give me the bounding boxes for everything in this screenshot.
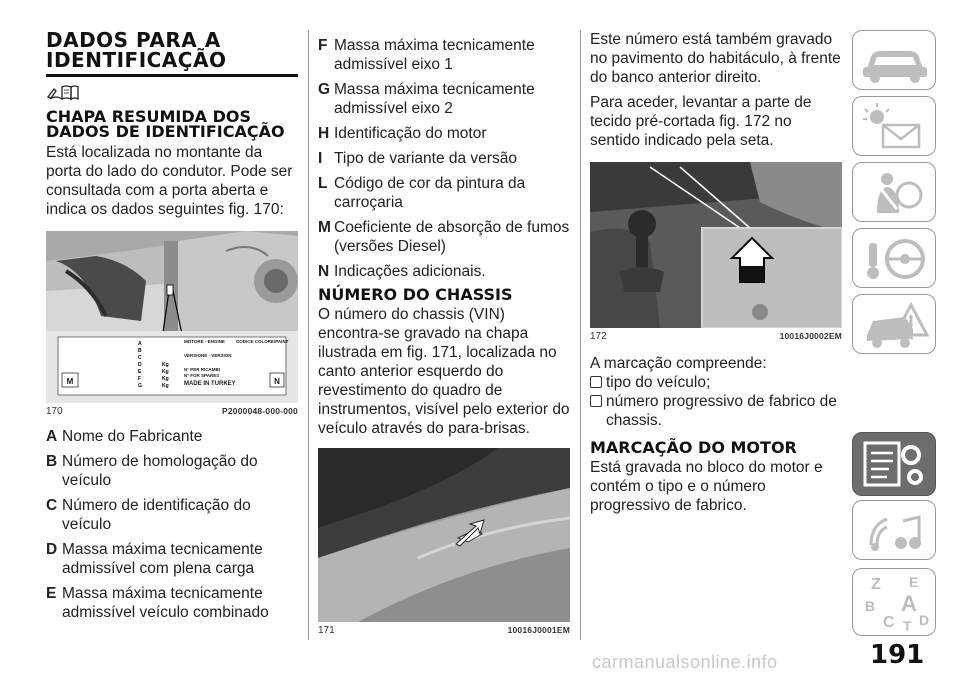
marking-bullet-list xyxy=(590,373,842,430)
alphabet-index-icon xyxy=(853,569,937,637)
text-access-instructions: Para aceder, levantar a parte de tecido pré-cortada fig. 172 no sentido indicado pela seta. xyxy=(590,94,812,149)
section-heading-engine: MARCAÇÃO DO MOTOR xyxy=(590,438,797,457)
plate-row-letter: E xyxy=(138,369,142,375)
legend-text: Massa máxima tecnicamente admissível eixo 1 xyxy=(334,37,535,73)
legend-text: Identificação do motor xyxy=(334,125,487,142)
legend-text: Massa máxima tecnicamente admissível eixo 2 xyxy=(334,81,535,117)
figure-170-caption xyxy=(46,405,298,419)
bullet-text: número progressivo de fabrico de chassis. xyxy=(606,393,837,429)
plate-row-letter: B xyxy=(138,348,142,354)
index-letter: E xyxy=(909,574,919,590)
key-steering-wheel-icon xyxy=(853,229,937,289)
legend-item xyxy=(46,452,298,490)
legend-letter: H xyxy=(318,125,330,142)
legend-item xyxy=(318,80,570,118)
watermark: carmanualsonline.info xyxy=(592,652,778,672)
legend-text: Coeficiente de absorção de fumos (versões Diesel) xyxy=(334,219,570,255)
text-floor-engraving: Este número está também gravado no pavimento do habitáculo, à frente do banco anterior direito. xyxy=(590,31,841,86)
legend-letter: I xyxy=(318,150,323,167)
plate-row-unit: Kg xyxy=(162,383,169,389)
legend-letter: G xyxy=(318,81,331,98)
column-divider-2 xyxy=(580,30,581,640)
tab-warning-lights[interactable] xyxy=(852,96,936,156)
legend-item xyxy=(318,149,570,168)
column-1 xyxy=(46,30,298,628)
figure-171-number: 171 xyxy=(318,625,335,636)
warning-light-envelope-icon xyxy=(853,97,937,157)
seatbelt-airbag-icon xyxy=(853,163,937,223)
column-2 xyxy=(318,30,570,644)
column-divider-1 xyxy=(308,30,309,640)
legend-letter: A xyxy=(46,428,58,445)
legend-letter: N xyxy=(318,263,330,280)
legend-text: Massa máxima tecnicamente admissível veículo combinado xyxy=(62,585,269,621)
legend-item xyxy=(318,218,570,256)
figure-170-number: 170 xyxy=(46,406,63,417)
legend-item xyxy=(46,427,298,446)
figure-172-number: 172 xyxy=(590,331,607,342)
figure-171-code: 10016J0001EM xyxy=(507,625,570,635)
checkbox-bullet-icon xyxy=(590,395,602,407)
index-letter: T xyxy=(903,618,912,634)
plate-row-unit: Kg xyxy=(162,362,169,368)
plate-row-letter: F xyxy=(138,376,142,382)
plate-row-unit: Kg xyxy=(162,376,169,382)
document-gear-icon xyxy=(853,433,937,497)
figure-172-image xyxy=(590,162,842,328)
checkbox-bullet-icon xyxy=(590,376,602,388)
section-heading-plate: CHAPA RESUMIDA DOS DADOS DE IDENTIFICAÇÃO xyxy=(46,107,285,141)
media-music-icon xyxy=(853,501,937,561)
figure-171-image xyxy=(318,448,570,622)
legend-item xyxy=(46,540,298,578)
page-number: 191 xyxy=(870,640,925,670)
plate-row-letter: C xyxy=(138,355,142,361)
index-letter: B xyxy=(865,598,876,614)
figure-170-image xyxy=(46,231,298,403)
plate-box-m: M xyxy=(66,377,74,386)
figure-172-caption xyxy=(590,330,842,344)
section-text-chassis: O número do chassis (VIN) encontra-se gravado na chapa ilustrada em fig. 171, localizada no canto anterior esquerdo do revestimento do quadro de instrumentos, visível pelo exterior do veículo através do para-brisas. xyxy=(318,306,570,437)
bullet-text: tipo do veículo; xyxy=(606,374,711,391)
legend-item xyxy=(46,496,298,534)
tab-technical-data[interactable] xyxy=(852,432,936,496)
legend-item xyxy=(318,262,570,281)
index-letter: D xyxy=(919,612,930,628)
title-rule xyxy=(46,74,298,77)
tab-index[interactable] xyxy=(852,568,936,636)
breakdown-icon xyxy=(853,295,937,355)
legend-letter: B xyxy=(46,453,58,470)
figure-172 xyxy=(590,162,842,348)
tab-safety[interactable] xyxy=(852,162,936,222)
plate-row-letter: A xyxy=(138,341,142,347)
plate-motore-label: MOTORE - ENGINE xyxy=(184,339,225,344)
legend-letter: E xyxy=(46,585,57,602)
car-icon xyxy=(853,31,937,91)
page-title: DADOS PARA A IDENTIFICAÇÃO xyxy=(46,28,227,72)
column-3 xyxy=(590,30,842,515)
section-text-plate: Está localizada no montante da porta do lado do condutor. Pode ser consultada com a porta aberta e indica os dados seguintes fig. 170: xyxy=(46,144,293,218)
plate-versione-label: VERSIONE - VERSION xyxy=(184,353,232,358)
legend-text: Massa máxima tecnicamente admissível com plena carga xyxy=(62,541,263,577)
figure-172-code: 10016J0002EM xyxy=(779,331,842,341)
bullet-item xyxy=(590,373,842,392)
legend-text: Tipo de variante da versão xyxy=(334,150,517,167)
plate-row-letter: G xyxy=(138,383,142,389)
plate-spares-label: N° FOR SPARES xyxy=(184,373,220,378)
legend-list-2 xyxy=(318,36,570,281)
legend-text: Nome do Fabricante xyxy=(62,428,203,445)
legend-text: Indicações adicionais. xyxy=(334,263,486,280)
legend-letter: M xyxy=(318,219,331,236)
plate-made-in: MADE IN TURKEY xyxy=(184,381,236,387)
bullet-item xyxy=(590,392,842,430)
index-letter: C xyxy=(883,614,895,631)
figure-170 xyxy=(46,231,298,421)
legend-text: Número de homologação do veículo xyxy=(62,453,258,489)
section-heading-chassis: NÚMERO DO CHASSIS xyxy=(318,285,513,304)
text-marking-includes: A marcação compreende: xyxy=(590,355,767,372)
plate-box-n: N xyxy=(274,377,280,386)
tab-starting-driving[interactable] xyxy=(852,228,936,288)
tab-multimedia[interactable] xyxy=(852,500,936,560)
book-icon xyxy=(46,83,298,103)
legend-list-1 xyxy=(46,427,298,622)
plate-ricambi-label: N° PER RICAMBI xyxy=(184,367,221,372)
tab-car[interactable] xyxy=(852,30,936,90)
legend-text: Número de identificação do veículo xyxy=(62,497,251,533)
plate-row-unit: Kg xyxy=(162,369,169,375)
figure-170-code: P2000048-000-000 xyxy=(222,406,298,416)
figure-171-caption xyxy=(318,624,570,638)
legend-letter: C xyxy=(46,497,58,514)
figure-171 xyxy=(318,448,570,644)
plate-codice-label: CODICE COLORE/PAINT xyxy=(236,339,289,344)
tab-emergency[interactable] xyxy=(852,294,936,354)
legend-item xyxy=(318,36,570,74)
index-letter: A xyxy=(901,591,917,616)
section-text-engine: Está gravada no bloco do motor e contém o tipo e o número progressivo de fabrico. xyxy=(590,459,823,514)
legend-item xyxy=(46,584,298,622)
legend-letter: F xyxy=(318,37,328,54)
legend-item xyxy=(318,124,570,143)
legend-item xyxy=(318,174,570,212)
index-letter: Z xyxy=(871,576,881,593)
legend-text: Código de cor da pintura da carroçaria xyxy=(334,175,526,211)
plate-row-letter: D xyxy=(138,362,142,368)
legend-letter: D xyxy=(46,541,58,558)
legend-letter: L xyxy=(318,175,328,192)
